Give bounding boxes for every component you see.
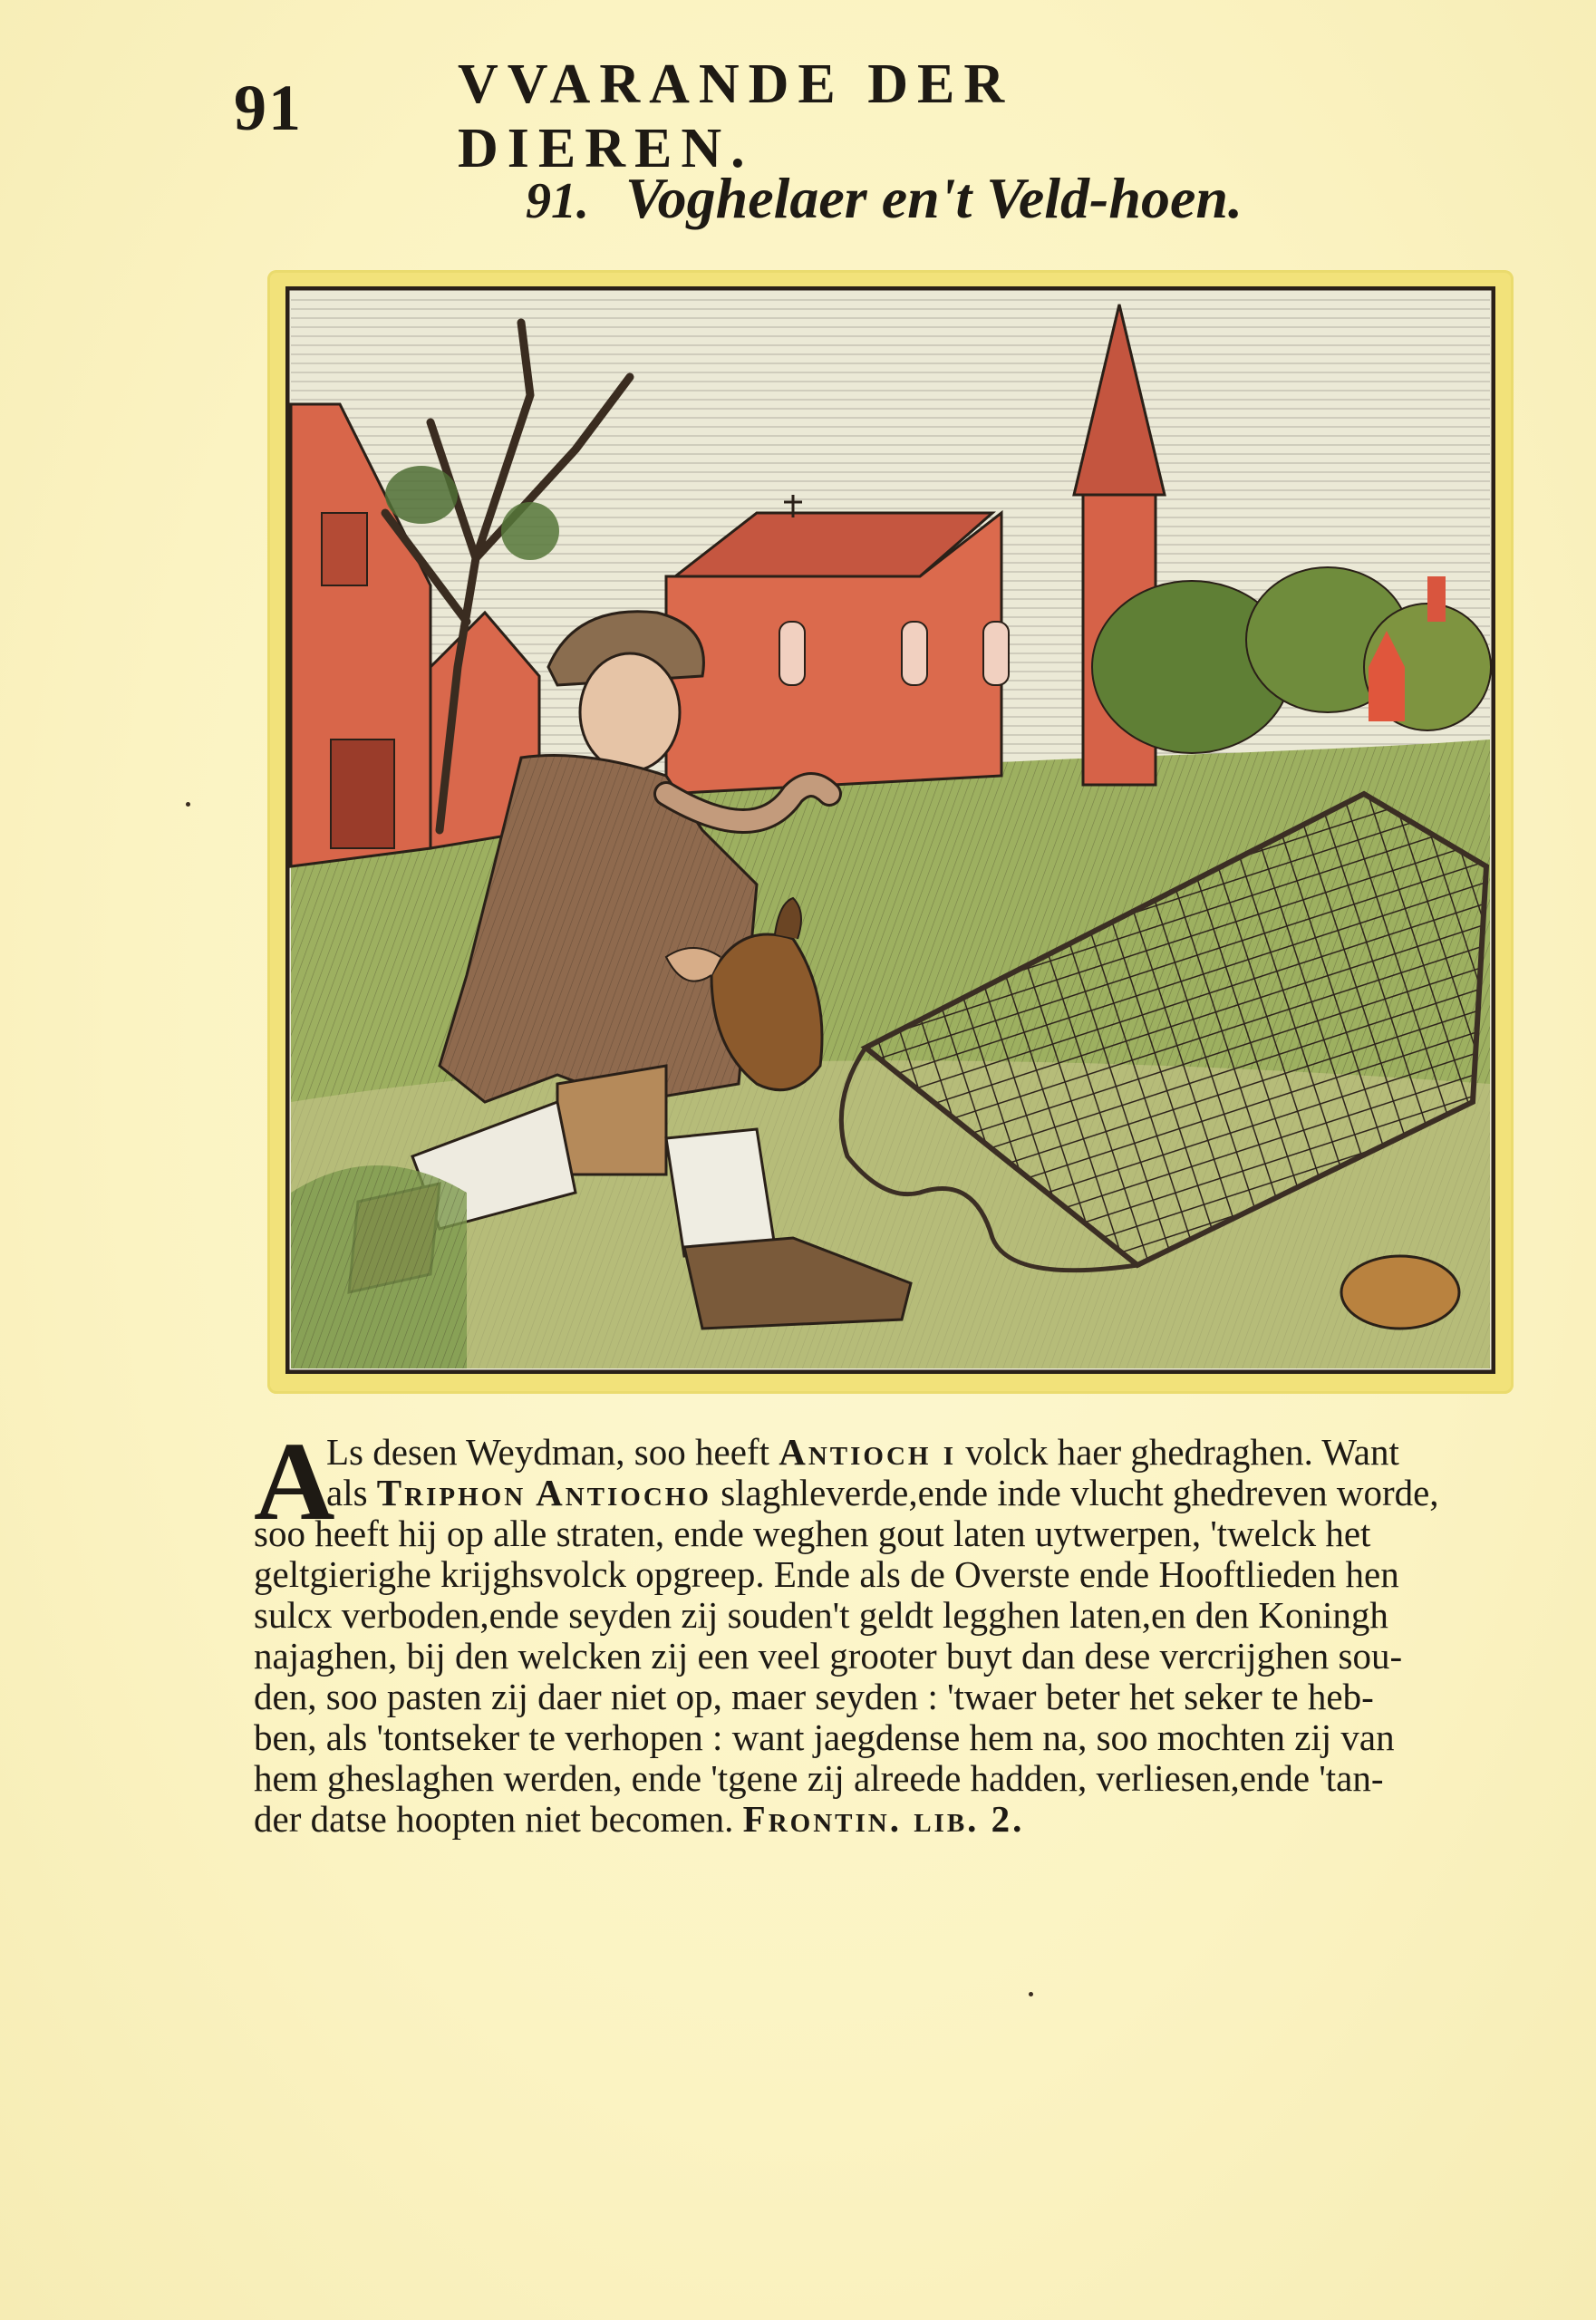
text-line: [254, 1636, 1523, 1677]
page-number: 91: [234, 72, 303, 144]
text-run: najaghen, bij den welcken zij een veel grooter buyt dan dese vercrijghen sou-: [254, 1635, 1403, 1677]
text-run: hem gheslaghen werden, ende 'tgene zij alreede hadden, verliesen,ende 'tan-: [254, 1757, 1384, 1799]
text-run: als: [326, 1472, 377, 1513]
ink-speck: [186, 802, 190, 807]
small-caps-name: Antioch i: [779, 1431, 956, 1473]
text-line: [254, 1554, 1523, 1595]
text-line: [254, 1758, 1523, 1799]
decoy-cage: [1341, 1256, 1459, 1329]
breeches: [557, 1066, 666, 1174]
text-run: sulcx verboden,ende seyden zij souden't geldt legghen laten,en den Koningh: [254, 1594, 1388, 1636]
text-line: [254, 1513, 1523, 1554]
fable-title: Voghelaer en't Veld-hoen.: [625, 166, 1243, 230]
text-run: der datse hoopten niet becomen.: [254, 1798, 743, 1840]
text-line: [254, 1717, 1523, 1758]
text-line: [254, 1677, 1523, 1717]
body-text: [254, 1419, 1523, 1840]
text-run: soo heeft hij op alle straten, ende weghen gout laten uytwerpen, 'twelck het: [254, 1513, 1371, 1554]
text-run: geltgierighe krijghsvolck opgreep. Ende als de Overste ende Hooftlieden hen: [254, 1553, 1399, 1595]
text-run: slaghleverde,ende inde vlucht ghedreven worde,: [711, 1472, 1439, 1513]
fable-number: 91.: [526, 173, 589, 229]
text-line: [254, 1595, 1523, 1636]
drop-cap: A: [254, 1419, 335, 1543]
small-caps-name: Triphon Antiocho: [376, 1472, 711, 1513]
text-line: [254, 1432, 1523, 1473]
running-head: VVARANDE DER DIEREN.: [458, 53, 1014, 179]
right-stocking: [666, 1129, 775, 1256]
text-run: volck haer ghedraghen. Want: [956, 1431, 1399, 1473]
text-line: [254, 1799, 1523, 1840]
illustration-plate: [267, 270, 1514, 1394]
windmill: [1427, 576, 1446, 622]
engraving-illustration: [285, 286, 1495, 1374]
text-run: den, soo pasten zij daer niet op, maer seyden : 'twaer beter het seker te heb-: [254, 1676, 1374, 1717]
text-line: [254, 1473, 1523, 1513]
source-citation: Frontin. lib. 2.: [742, 1798, 1025, 1840]
face: [580, 653, 680, 771]
text-run: Ls desen Weydman, soo heeft: [326, 1431, 779, 1473]
ink-speck: [1029, 1992, 1033, 1996]
text-run: ben, als 'tontseker te verhopen : want jaegdense hem na, soo mochten zij van: [254, 1716, 1395, 1758]
